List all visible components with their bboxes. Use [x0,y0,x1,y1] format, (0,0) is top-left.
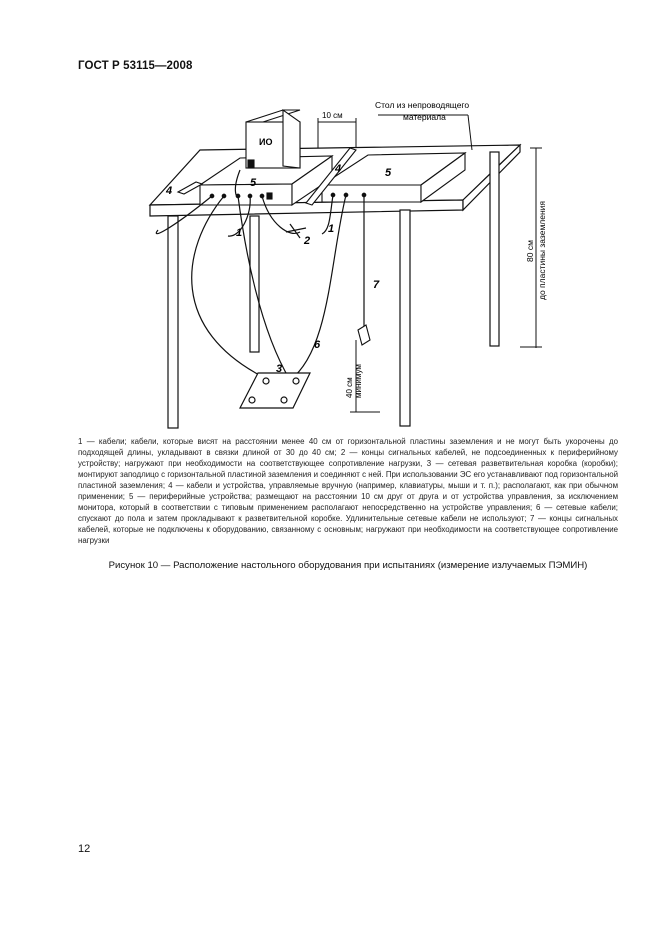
dim-10cm-label: 10 см [322,111,343,120]
test-setup-figure [0,0,661,430]
eut-label: ИО [259,137,273,147]
page-number: 12 [78,843,91,855]
marker-6: 6 [314,339,321,351]
dim-80cm-label-line2: до пластины заземления [537,200,547,300]
table-label-line1: Стол из непроводящего [375,100,470,110]
marker-7: 7 [373,279,380,291]
dim-40cm-label-line1: 40 см [345,377,354,398]
figure-legend: 1 — кабели; кабели, которые висят на расстоянии менее 40 см от горизонтальной пластины заземления и не могут быть укорочены до подходящей длины, укладывают в связки длиной от 30 до 40 см; 2 — концы сигнальных кабелей, не подсоединенных к периферийному устройству; нагружают при необходимости на соответствующее сопротивление нагрузки, 3 — сетевая разветвительная коробка (коробки); монтируют заподлицо с горизонтальной пластиной заземления и соединяют с ней. При использовании ЭС его устанавливают под горизонтальной пластиной заземления; 4 — кабели и устройства, управляемые вручную (например, клавиатуры, мыши и т. п.); располагают, как при обычном применении; 5 — периферийные устройства; размещают на расстоянии 10 см друг от друга и от устройства управления, за исключением монитора, который в соответствии с типовым применением располагают непосредственно на устройстве управления; 6 — сетевые кабели; спускают до пола и затем прокладывают к разветвительной коробке. Удлинительные сетевые кабели не используют; 7 — концы сигнальных кабелей, которые не подключены к оборудованию, связанному с основным; нагружают при необходимости на соответствующее сопротивление нагрузки [78,437,618,545]
document-header: ГОСТ Р 53115—2008 [78,60,193,72]
cable-load [358,325,370,345]
table-label-line2: материала [403,112,446,122]
figure-caption: Рисунок 10 — Расположение настольного оборудования при испытаниях (измерение излучаемых ПЭМИН) [108,560,588,571]
marker-1-left: 1 [236,227,243,239]
dim-80cm-label-line1: 80 см [525,240,535,262]
power-strip [240,373,310,408]
marker-4-right: 4 [335,163,342,175]
dim-40cm-label-line2: минимум [354,364,363,398]
marker-2: 2 [304,235,311,247]
monitor [246,110,300,168]
open-cable-end [286,224,306,238]
marker-4-left: 4 [166,185,173,197]
marker-3: 3 [276,363,283,375]
marker-5-left: 5 [250,177,257,189]
marker-1-right: 1 [328,223,335,235]
marker-5-right: 5 [385,167,392,179]
